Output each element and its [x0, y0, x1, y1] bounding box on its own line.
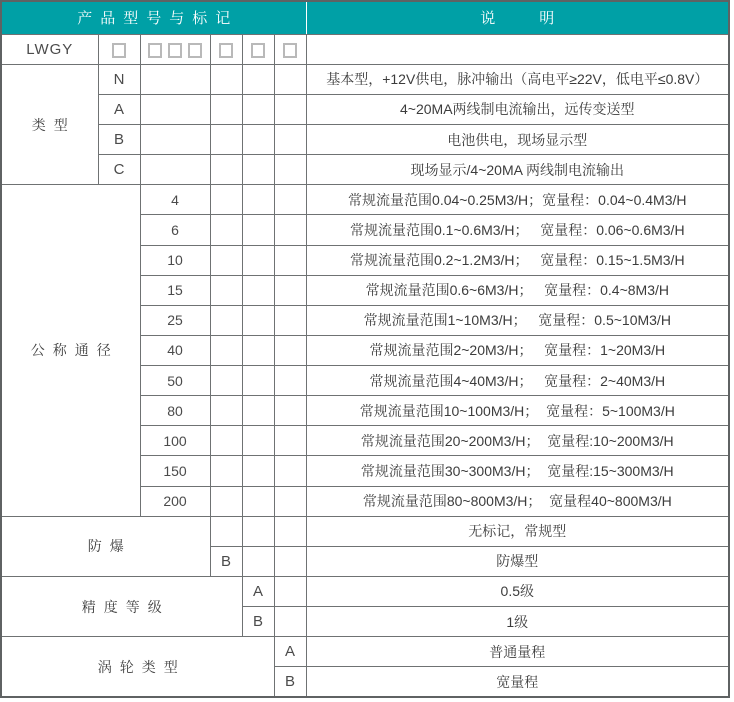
- empty-cell: [210, 64, 242, 94]
- model-box-cell-1: [98, 34, 140, 64]
- type-code: B: [98, 125, 140, 155]
- empty-cell: [274, 275, 306, 305]
- type-code: A: [98, 94, 140, 124]
- diameter-size: 80: [140, 396, 210, 426]
- empty-cell: [274, 155, 306, 185]
- empty-cell: [242, 335, 274, 365]
- accuracy-desc: 0.5级: [306, 576, 729, 606]
- empty-cell: [274, 366, 306, 396]
- empty-cell: [274, 94, 306, 124]
- accuracy-section-label: 精度等级: [1, 576, 242, 636]
- empty-cell: [210, 94, 242, 124]
- placeholder-box-icon: [251, 43, 265, 58]
- model-box-cell-4: [242, 34, 274, 64]
- empty-cell: [242, 305, 274, 335]
- empty-cell: [210, 155, 242, 185]
- diameter-size: 4: [140, 185, 210, 215]
- empty-cell: [274, 185, 306, 215]
- diameter-desc: 常规流量范围80~800M3/H； 宽量程40~800M3/H: [306, 486, 729, 516]
- empty-cell: [242, 64, 274, 94]
- diameter-size: 15: [140, 275, 210, 305]
- diameter-size: 100: [140, 426, 210, 456]
- empty-cell: [210, 305, 242, 335]
- type-row: [1, 155, 729, 185]
- turbine-desc: 普通量程: [306, 637, 729, 667]
- type-row: [1, 125, 729, 155]
- placeholder-box-icon: [188, 43, 202, 58]
- diameter-size: 6: [140, 215, 210, 245]
- diameter-section-label: 公称通径: [1, 185, 140, 516]
- diameter-size: 200: [140, 486, 210, 516]
- diameter-desc: 常规流量范围30~300M3/H； 宽量程:15~300M3/H: [306, 456, 729, 486]
- placeholder-box-icon: [168, 43, 182, 58]
- turbine-row: [1, 637, 729, 667]
- diameter-desc: 常规流量范围1~10M3/H； 宽量程：0.5~10M3/H: [306, 305, 729, 335]
- empty-cell: [242, 396, 274, 426]
- empty-cell: [242, 275, 274, 305]
- empty-cell: [274, 486, 306, 516]
- empty-cell: [242, 94, 274, 124]
- model-box-cell-2: [140, 34, 210, 64]
- type-desc: 现场显示/4~20MA 两线制电流输出: [306, 155, 729, 185]
- table-header-row: [1, 1, 729, 34]
- empty-cell: [274, 607, 306, 637]
- empty-cell: [242, 426, 274, 456]
- empty-cell: [242, 456, 274, 486]
- empty-cell: [210, 456, 242, 486]
- empty-cell: [140, 64, 210, 94]
- diameter-desc: 常规流量范围0.2~1.2M3/H； 宽量程：0.15~1.5M3/H: [306, 245, 729, 275]
- diameter-size: 10: [140, 245, 210, 275]
- type-code: N: [98, 64, 140, 94]
- accuracy-code: A: [242, 576, 274, 606]
- empty-cell: [274, 516, 306, 546]
- empty-cell: [140, 155, 210, 185]
- placeholder-box-icon: [219, 43, 233, 58]
- empty-cell: [210, 215, 242, 245]
- empty-cell: [242, 516, 274, 546]
- empty-cell: [210, 245, 242, 275]
- diameter-size: 25: [140, 305, 210, 335]
- explosion-row: [1, 516, 729, 546]
- model-prefix: LWGY: [1, 34, 98, 64]
- empty-cell: [274, 456, 306, 486]
- explosion-desc: 无标记，常规型: [306, 516, 729, 546]
- placeholder-box-icon: [112, 43, 126, 58]
- accuracy-code: B: [242, 607, 274, 637]
- model-box-cell-3: [210, 34, 242, 64]
- empty-cell: [242, 245, 274, 275]
- description-title-header: 说明: [306, 1, 729, 34]
- empty-cell: [242, 546, 274, 576]
- explosion-section-label: 防爆: [1, 516, 210, 576]
- empty-cell: [274, 396, 306, 426]
- empty-cell: [242, 366, 274, 396]
- diameter-desc: 常规流量范围10~100M3/H； 宽量程：5~100M3/H: [306, 396, 729, 426]
- empty-cell: [210, 396, 242, 426]
- type-code: C: [98, 155, 140, 185]
- empty-cell: [242, 125, 274, 155]
- diameter-desc: 常规流量范围0.1~0.6M3/H； 宽量程：0.06~0.6M3/H: [306, 215, 729, 245]
- empty-cell: [210, 486, 242, 516]
- empty-cell: [242, 486, 274, 516]
- diameter-desc: 常规流量范围4~40M3/H； 宽量程：2~40M3/H: [306, 366, 729, 396]
- empty-cell: [274, 546, 306, 576]
- turbine-desc: 宽量程: [306, 667, 729, 697]
- accuracy-desc: 1级: [306, 607, 729, 637]
- diameter-desc: 常规流量范围0.6~6M3/H； 宽量程：0.4~8M3/H: [306, 275, 729, 305]
- empty-cell: [210, 426, 242, 456]
- type-desc: 4~20MA两线制电流输出，远传变送型: [306, 94, 729, 124]
- type-row: [1, 94, 729, 124]
- type-desc: 电池供电，现场显示型: [306, 125, 729, 155]
- empty-cell: [242, 215, 274, 245]
- placeholder-box-icon: [148, 43, 162, 58]
- explosion-code: [210, 516, 242, 546]
- accuracy-row: [1, 576, 729, 606]
- empty-cell: [210, 366, 242, 396]
- diameter-desc: 常规流量范围0.04~0.25M3/H；宽量程：0.04~0.4M3/H: [306, 185, 729, 215]
- empty-cell: [274, 576, 306, 606]
- type-desc: 基本型，+12V供电，脉冲输出（高电平≥22V，低电平≤0.8V）: [306, 64, 729, 94]
- turbine-section-label: 涡轮类型: [1, 637, 274, 697]
- empty-cell: [140, 94, 210, 124]
- diameter-desc: 常规流量范围20~200M3/H； 宽量程:10~200M3/H: [306, 426, 729, 456]
- placeholder-box-icon: [283, 43, 297, 58]
- empty-cell: [242, 185, 274, 215]
- type-row: [1, 64, 729, 94]
- empty-cell: [210, 185, 242, 215]
- turbine-code: A: [274, 637, 306, 667]
- empty-cell: [274, 215, 306, 245]
- empty-cell: [274, 305, 306, 335]
- explosion-code: B: [210, 546, 242, 576]
- diameter-desc: 常规流量范围2~20M3/H； 宽量程：1~20M3/H: [306, 335, 729, 365]
- empty-cell: [274, 335, 306, 365]
- model-box-cell-5: [274, 34, 306, 64]
- empty-cell: [274, 64, 306, 94]
- type-section-label: 类型: [1, 64, 98, 185]
- diameter-row: [1, 185, 729, 215]
- empty-cell: [274, 426, 306, 456]
- turbine-code: B: [274, 667, 306, 697]
- model-code-row: [1, 34, 729, 64]
- empty-cell: [274, 245, 306, 275]
- model-title-header: 产品型号与标记: [1, 1, 306, 34]
- empty-cell: [140, 125, 210, 155]
- empty-cell: [242, 155, 274, 185]
- explosion-desc: 防爆型: [306, 546, 729, 576]
- diameter-size: 150: [140, 456, 210, 486]
- diameter-size: 50: [140, 366, 210, 396]
- empty-cell: [274, 125, 306, 155]
- model-desc-empty: [306, 34, 729, 64]
- empty-cell: [210, 275, 242, 305]
- empty-cell: [210, 125, 242, 155]
- empty-cell: [210, 335, 242, 365]
- diameter-size: 40: [140, 335, 210, 365]
